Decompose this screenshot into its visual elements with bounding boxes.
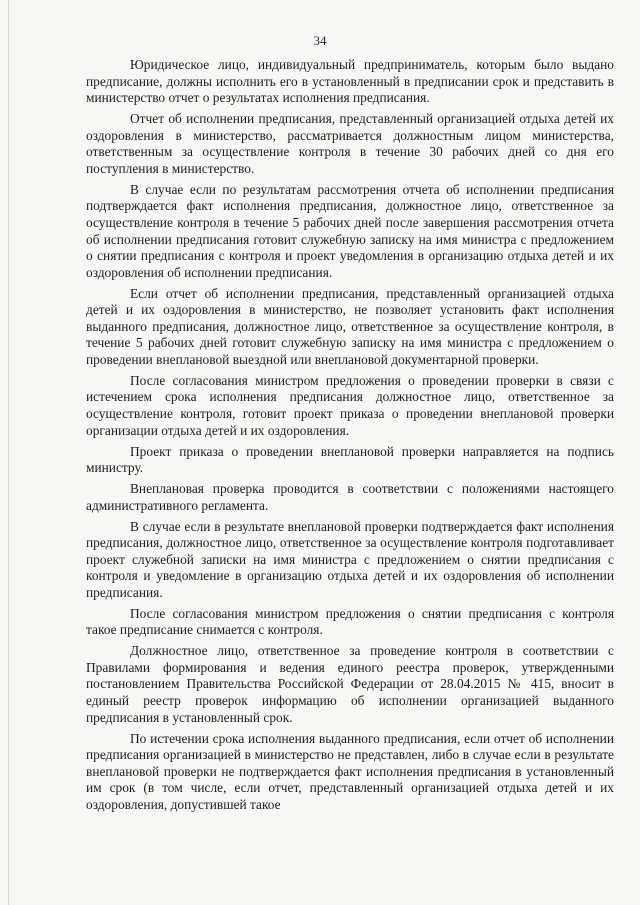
document-body: [86, 57, 614, 818]
paragraph-10: Должностное лицо, ответственное за проведение контроля в соответствии с Правилами формирования и ведения единого реестра проверок, утвержденными постановлением Правительства Российской Федерации от 28.04.2015 № 415, вносит в единый реестр проверок информацию об исполнении организацией выданного предписания в установленный срок.: [86, 643, 614, 725]
paragraph-5: После согласования министром предложения о проведении проверки в связи с истечением срока исполнения предписания должностное лицо, ответственное за осуществление контроля, готовит проект приказа о проведении внеплановой проверки организации отдыха детей и их оздоровления.: [86, 372, 614, 438]
paragraph-6: Проект приказа о проведении внеплановой проверки направляется на подпись министру.: [86, 443, 614, 476]
paragraph-11: По истечении срока исполнения выданного предписания, если отчет об исполнении предписания организацией в министерство не представлен, либо в случае если в результате внеплановой проверки не подтверждается факт исполнения предписания в установленный им срок (в том числе, если отчет, представленный организацией отдыха детей и их оздоровления, допустившей такое: [86, 730, 614, 812]
paragraph-7: Внеплановая проверка проводится в соответствии с положениями настоящего административного регламента.: [86, 481, 614, 513]
paragraph-1: Юридическое лицо, индивидуальный предприниматель, которым было выдано предписание, должны исполнить его в установленный в предписании срок и представить в министерство отчет о результатах исполнения предписания.: [86, 57, 614, 106]
page-number: 34: [313, 33, 327, 48]
paragraph-8: В случае если в результате внеплановой проверки подтверждается факт исполнения предписания, должностное лицо, ответственное за осуществление контроля подготавливает проект служебной записки на имя министра с предложением о снятии предписания с контроля и уведомление в организацию отдыха детей и их оздоровления об исполнении предписания.: [86, 518, 614, 600]
paragraph-9: После согласования министром предложения о снятии предписания с контроля такое предписание снимается с контроля.: [86, 605, 614, 638]
scan-edge-line: [8, 0, 9, 905]
paragraph-2: Отчет об исполнении предписания, представленный организацией отдыха детей их оздоровления в министерство, рассматривается должностным лицом министерства, ответственным за осуществление контроля в течение 30 рабочих дней со дня его поступления в министерство.: [86, 111, 614, 176]
paragraph-4: Если отчет об исполнении предписания, представленный организацией отдыха детей и их оздоровления в министерство, не позволяет установить факт исполнения выданного предписания, должностное лицо, ответственное за осуществление контроля, в течение 5 рабочих дней готовит служебную записку на имя министра с предложением о проведении внеплановой выездной или внеплановой документарной проверки.: [86, 285, 614, 367]
paragraph-3: В случае если по результатам рассмотрения отчета об исполнении предписания подтверждается факт исполнения предписания, должностное лицо, ответственное за осуществление контроля в течение 5 рабочих дней после завершения рассмотрения отчета об исполнении предписания готовит служебную записку на имя министра с предложением о снятии предписания с контроля и проект уведомления в организацию отдыха детей и их оздоровления об исполнении предписания.: [86, 181, 614, 280]
